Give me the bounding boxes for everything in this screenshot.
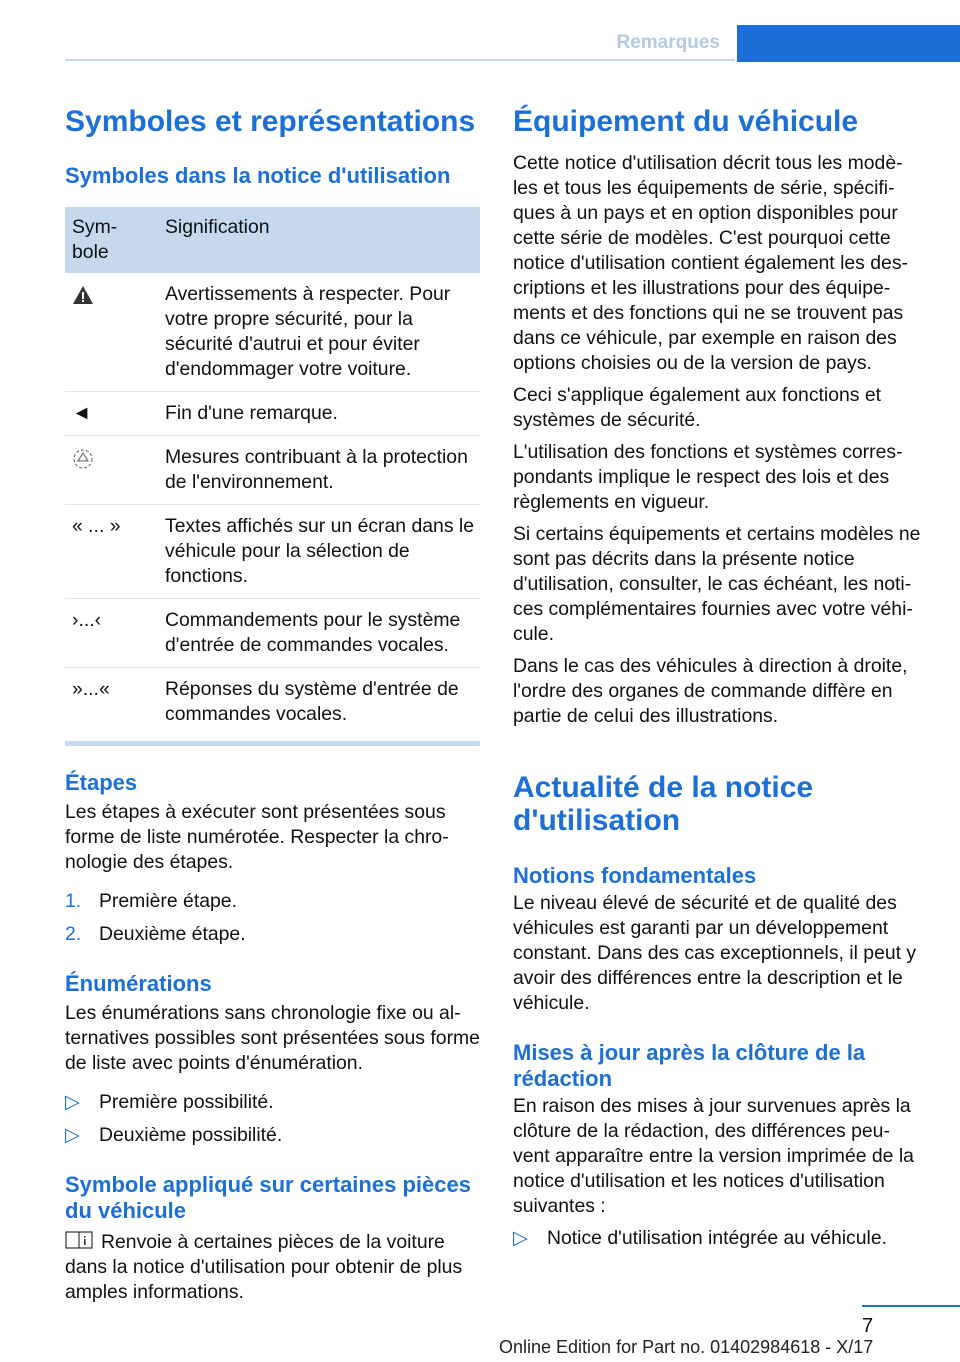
symbol-cell: « ... »: [65, 505, 158, 599]
equipment-paragraph: L'utilisation des fonctions et systèmes corres‐ pondants implique le respect des lois et des règlements en vigueur.: [513, 441, 903, 513]
symbol-cell: ›...‹: [65, 599, 158, 668]
list-item: [65, 889, 480, 914]
environment-icon: [72, 448, 94, 470]
meaning-cell: Fin d'une remarque.: [158, 392, 480, 436]
manual-book-icon: [65, 1230, 93, 1250]
meaning-cell: Commandements pour le système d'entrée de commandes vocales.: [158, 599, 480, 668]
right-column: [513, 100, 925, 1251]
header-accent-bar: [737, 25, 960, 62]
steps-list: [65, 889, 480, 947]
meaning-cell: Réponses du système d'entrée de commandes vocales.: [165, 678, 459, 725]
basics-text: Le niveau élevé de sécurité et de qualité des véhicules est garanti par un développement constant. Dans des cas exceptionnels, il peut y avoir des différences entre la description et le véhicule.: [513, 892, 917, 1014]
vehicle-symbol-text: Renvoie à certaines pièces de la voiture dans la notice d'utilisation pour obtenir de plus amples informations.: [65, 1231, 463, 1303]
table-row: [65, 599, 480, 668]
edition-footer: Online Edition for Part no. 01402984618 - X/17: [499, 1337, 874, 1357]
meaning-cell: Avertissements à respecter. Pour votre propre sécurité, pour la sécurité d'autrui et pour éviter d'endommager votre voiture.: [158, 273, 480, 392]
header-section-title: Remarques: [616, 32, 720, 53]
column-header-meaning: Signification: [158, 207, 480, 273]
symbol-cell: [65, 436, 158, 505]
table-row: [65, 668, 480, 744]
column-header-symbol-a: Sym‐ bole: [72, 216, 118, 263]
section-title-manual-update: Actualité de la notice d'utilisation: [513, 771, 814, 837]
list-item: [65, 922, 480, 947]
steps-text: Les étapes à exécuter sont présentées sous forme de liste numérotée. Respecter la chro‐ nologie des étapes.: [65, 801, 449, 873]
list-item: [513, 1226, 925, 1251]
left-column: [65, 100, 480, 1305]
step-number: 2.: [65, 923, 82, 945]
equipment-paragraph: Si certains équipements et certains modèles ne sont pas décrits dans la présente notice d'utilisation, consulter, le cas échéant, les noti‐ ces complémentaires fournies avec votre véhi‐ cule.: [513, 523, 921, 645]
basics-heading: Notions fondamentales: [513, 863, 757, 888]
table-row: [65, 273, 480, 392]
equipment-paragraph: Ceci s'applique également aux fonctions et systèmes de sécurité.: [513, 384, 882, 431]
meaning-cell: Textes affichés sur un écran dans le véhicule pour la sélection de fonctions.: [158, 505, 480, 599]
updates-list: [513, 1226, 925, 1251]
end-marker-icon: ◄: [65, 392, 158, 436]
table-row: [65, 436, 480, 505]
table-row: [65, 392, 480, 436]
bullet-triangle-icon: ▷: [65, 1124, 80, 1146]
page-number: 7: [862, 1315, 874, 1337]
section-title-equipment: Équipement du véhicule: [513, 105, 859, 138]
symbol-cell: »...«: [72, 678, 110, 700]
bullet-triangle-icon: ▷: [65, 1091, 80, 1113]
symbol-cell: [65, 273, 158, 392]
meaning-cell: Mesures contribuant à la protection de l'environnement.: [158, 436, 480, 505]
enumerations-text: Les énumérations sans chronologie fixe ou al‐ ternatives possibles sont présentées sous forme de liste avec points d'énumération.: [65, 1002, 480, 1074]
updates-text: En raison des mises à jour survenues après la clôture de la rédaction, des différences peu‐ vent apparaître entre la version imprimée de la notice d'utilisation et les notices d'utilisation suivantes :: [513, 1095, 914, 1217]
warning-icon: [72, 285, 94, 305]
section-title-symbols: Symboles et représentations: [65, 105, 476, 138]
updates-heading: Mises à jour après la clôture de la rédaction: [513, 1040, 866, 1091]
footer-rule: [862, 1305, 960, 1307]
vehicle-symbol-heading: Symbole appliqué sur certaines pièces du véhicule: [65, 1172, 471, 1223]
list-item: [65, 1090, 480, 1115]
equipment-paragraph: Cette notice d'utilisation décrit tous les modè‐ les et tous les équipements de série, spécifi‐ ques à un pays et en option disponibles pour cette série de modèles. C'est pourquoi cette notice d'utilisation contient également les des‐ criptions et les illustrations pour des équipe‐ ments et des fonctions qui ne se trouvent pas dans ce véhicule, par exemple en raison des options choisies ou de la version de pays.: [513, 152, 908, 374]
step-number: 1.: [65, 890, 82, 912]
subsection-title-symbols: Symboles dans la notice d'utilisation: [65, 163, 451, 188]
table-row: [65, 505, 480, 599]
header-rule: [65, 59, 735, 61]
vehicle-symbol-paragraph: [65, 1230, 480, 1305]
bullet-text: Notice d'utilisation intégrée au véhicule.: [547, 1227, 888, 1249]
table-header-row: [65, 207, 480, 273]
list-item: [65, 1123, 480, 1148]
column-header-symbol: [65, 207, 158, 273]
enumerations-list: [65, 1090, 480, 1148]
bullet-text: Première possibilité.: [99, 1091, 274, 1113]
bullet-text: Deuxième possibilité.: [99, 1124, 283, 1146]
step-text: Première étape.: [99, 890, 237, 912]
steps-heading: Étapes: [65, 770, 138, 795]
bullet-triangle-icon: ▷: [513, 1227, 528, 1249]
enumerations-heading: Énumérations: [65, 971, 212, 996]
equipment-paragraph: Dans le cas des véhicules à direction à droite, l'ordre des organes de commande diffère en partie de celui des illustrations.: [513, 655, 908, 727]
step-text: Deuxième étape.: [99, 923, 246, 945]
symbols-table: [65, 207, 480, 746]
